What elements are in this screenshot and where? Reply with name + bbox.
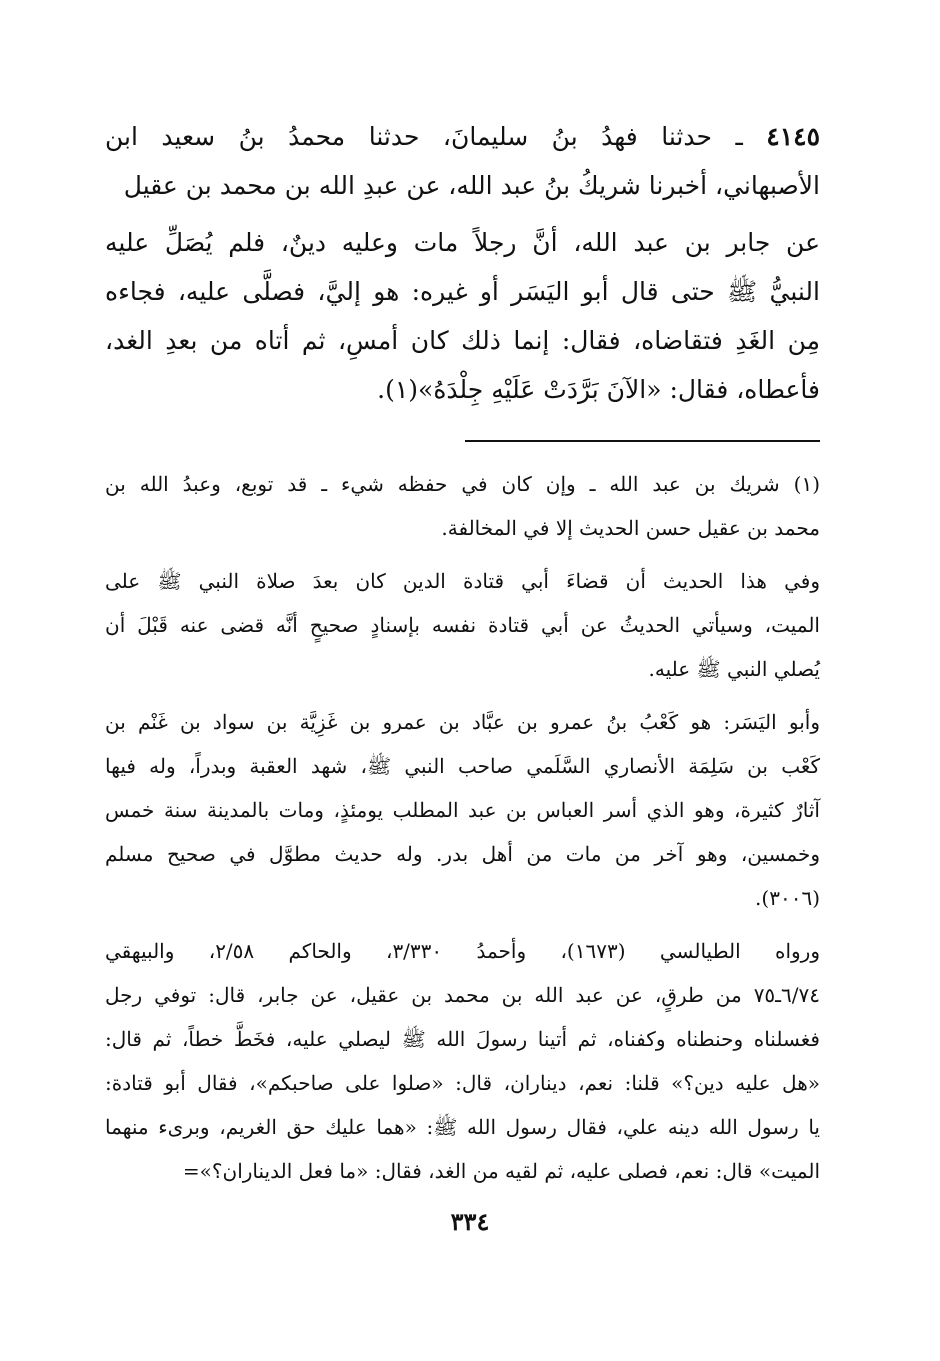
footnote-line: ورواه الطيالسي (١٦٧٣)، وأحمدُ ٣/٣٣٠، والحاكم ٢/٥٨، والبيهقي xyxy=(105,939,820,963)
footnote-line: وخمسين، وهو آخر من مات من أهل بدر. وله حديث مطوَّل في صحيح مسلم xyxy=(105,842,820,866)
footnote-line: فغسلناه وحنطناه وكفناه، ثم أتينا رسولَ الله ﷺ ليصلي عليه، فخَطَّ خطاً، ثم قال: xyxy=(105,1027,820,1051)
footnote-line: كَعْب بن سَلِمَة الأنصاري السَّلَمي صاحب النبي ﷺ، شهد العقبة وبدراً، وله فيها xyxy=(105,754,820,778)
footnote-line: ٦/٧٤ـ٧٥ من طرقٍ، عن عبد الله بن محمد بن عقيل، عن جابر، قال: توفي رجل xyxy=(105,983,820,1007)
hadith-isnad-line: ـ حدثنا فهدُ بنُ سليمانَ، حدثنا محمدُ بنُ سعيد ابن xyxy=(105,122,767,151)
footnote-line: آثارٌ كثيرة، وهو الذي أسر العباس بن عبد المطلب يومئذٍ، ومات بالمدينة سنة خمس xyxy=(105,798,820,822)
hadith-main-text xyxy=(105,112,820,414)
footnote-line: يا رسول الله دينه علي، فقال رسول الله ﷺ: «هما عليك حق الغريم، وبرىء منهما xyxy=(105,1115,820,1139)
footnote-separator xyxy=(465,440,820,442)
footnote-line: الميت» قال: نعم، فصلى عليه، ثم لقيه من الغد، فقال: «ما فعل الديناران؟»= xyxy=(182,1159,820,1183)
hadith-line xyxy=(105,112,820,161)
hadith-matn-line: مِن الغَدِ فتقاضاه، فقال: إنما ذلك كان أمسِ، ثم أتاه من بعدِ الغد، xyxy=(105,326,820,355)
footnote-line: وأبو اليَسَر: هو كَعْبُ بنُ عمرو بن عبَّاد بن عمرو بن غَزِيَّة بن سواد بن غَنْم بن xyxy=(105,710,820,734)
hadith-matn-line: النبيُّ ﷺ حتى قال أبو اليَسَر أو غيره: هو إليَّ، فصلَّى عليه، فجاءه xyxy=(105,277,820,306)
footnote-line: (١) شريك بن عبد الله ـ وإن كان في حفظه شيء ـ قد توبع، وعبدُ الله بن xyxy=(105,472,820,496)
footnote-line: الميت، وسيأتي الحديثُ عن أبي قتادة نفسه بإسنادٍ صحيحٍ أنَّه قضى عنه قَبْلَ أن xyxy=(105,613,820,637)
footnote-paragraph xyxy=(105,559,820,691)
hadith-matn-line: فأعطاه، فقال: «الآنَ بَرَّدَتْ عَلَيْهِ جِلْدَهُ»(١). xyxy=(377,375,820,404)
footnotes xyxy=(105,462,820,1193)
footnote-line: (٣٠٠٦). xyxy=(755,886,820,910)
hadith-isnad-line: الأصبهاني، أخبرنا شريكُ بنُ عبد الله، عن عبدِ الله بن محمد بن عقيل xyxy=(123,171,820,200)
footnote-paragraph xyxy=(105,929,820,1193)
hadith-number: ٤١٤٥ xyxy=(766,122,820,151)
footnote-line: وفي هذا الحديث أن قضاءَ أبي قتادة الدين كان بعدَ صلاة النبي ﷺ على xyxy=(105,569,820,593)
footnote-line: يُصلي النبي ﷺ عليه. xyxy=(648,657,820,681)
footnote-paragraph xyxy=(105,700,820,920)
footnote-paragraph xyxy=(105,462,820,550)
page-number: ٣٣٤ xyxy=(450,1207,490,1236)
footnote-line: محمد بن عقيل حسن الحديث إلا في المخالفة. xyxy=(441,516,820,540)
footnote-line: «هل عليه دين؟» قلنا: نعم، ديناران، قال: «صلوا على صاحبكم»، فقال أبو قتادة: xyxy=(105,1071,820,1095)
hadith-matn-line: عن جابر بن عبد الله، أنَّ رجلاً مات وعليه دينٌ، فلم يُصَلِّ عليه xyxy=(105,228,820,257)
